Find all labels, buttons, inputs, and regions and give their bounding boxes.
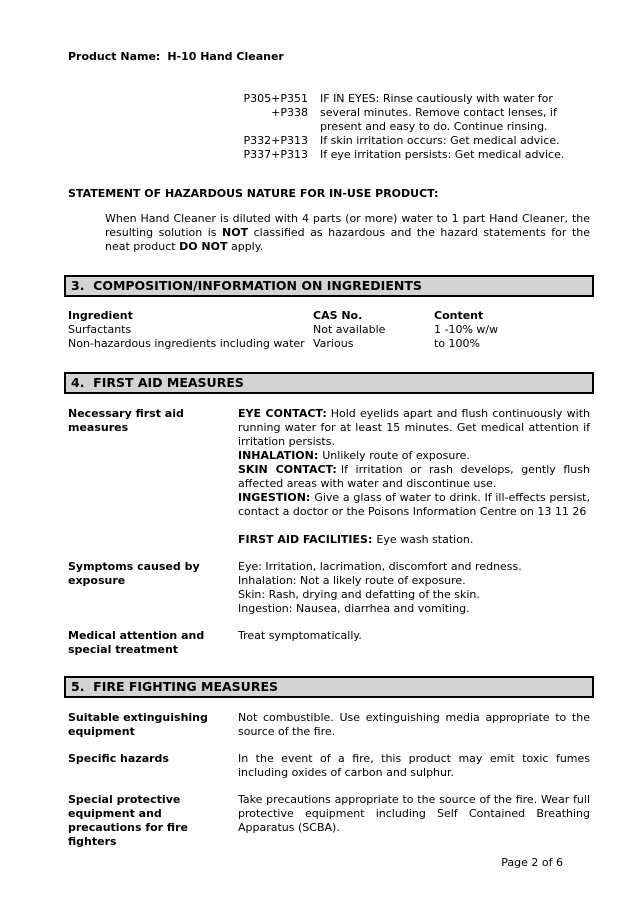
first-aid-facilities-paragraph bbox=[238, 533, 590, 547]
p-statement-text: If skin irritation occurs: Get medical advice. bbox=[320, 134, 560, 147]
fire-paragraph bbox=[238, 752, 590, 780]
paragraph-text: Give a glass of water to drink. If ill-effects persist, contact a doctor or the Poisons Information Centre on 13 11 26 bbox=[238, 491, 590, 518]
cell-cas-no: Various bbox=[313, 337, 354, 350]
symptom-line bbox=[238, 602, 590, 616]
symptom-line bbox=[238, 560, 590, 574]
entry-content bbox=[238, 407, 590, 547]
entry-protective-equipment bbox=[68, 793, 590, 849]
product-name-value: H-10 Hand Cleaner bbox=[167, 50, 284, 63]
p-statement-text: If eye irritation persists: Get medical advice. bbox=[320, 148, 565, 161]
paragraph-lead: SKIN CONTACT: bbox=[238, 463, 337, 476]
paragraph-text: In the event of a fire, this product may emit toxic fumes including oxides of carbon and sulphur. bbox=[238, 752, 590, 779]
p-code: P337+P313 bbox=[243, 148, 308, 161]
entry-label: Suitable extinguishing equipment bbox=[68, 711, 208, 738]
symptom-line bbox=[238, 574, 590, 588]
entry-label: Medical attention and special treatment bbox=[68, 629, 205, 656]
paragraph-lead: INHALATION: bbox=[238, 449, 319, 462]
paragraph-text: Unlikely route of exposure. bbox=[322, 449, 470, 462]
first-aid-paragraph bbox=[238, 449, 590, 463]
entry-content bbox=[238, 560, 590, 616]
composition-table bbox=[68, 309, 590, 351]
entry-label: Special protective equipment and precautions for fire fighters bbox=[68, 793, 188, 848]
entry-content bbox=[238, 711, 590, 739]
first-aid-entries bbox=[68, 407, 590, 657]
p-statement-text: IF IN EYES: Rinse cautiously with water for several minutes. Remove contact lenses, if present and easy to do. Continue rinsing. bbox=[320, 92, 557, 133]
fire-paragraph bbox=[238, 711, 590, 739]
entry-symptoms bbox=[68, 560, 590, 616]
first-aid-paragraph bbox=[238, 407, 590, 449]
fire-fighting-entries bbox=[68, 711, 590, 849]
cell-content: 1 -10% w/w bbox=[434, 323, 499, 336]
table-row bbox=[68, 323, 590, 337]
paragraph-text: Eye wash station. bbox=[376, 533, 474, 546]
product-name-label: Product Name: bbox=[68, 50, 161, 63]
entry-medical-attention bbox=[68, 629, 590, 657]
section-4-header-bar: 4. FIRST AID MEASURES bbox=[64, 372, 594, 394]
paragraph-lead: INGESTION: bbox=[238, 491, 311, 504]
entry-specific-hazards bbox=[68, 752, 590, 780]
precautionary-statements-block bbox=[68, 92, 590, 162]
paragraph-text: Skin: Rash, drying and defatting of the skin. bbox=[238, 588, 480, 601]
entry-label: Specific hazards bbox=[68, 752, 169, 765]
section-3-header-bar: 3. COMPOSITION/INFORMATION ON INGREDIENTS bbox=[64, 275, 594, 297]
entry-content bbox=[238, 752, 590, 780]
medical-attention-text bbox=[238, 629, 590, 643]
composition-table-header-row bbox=[68, 309, 590, 323]
paragraph-text: Not combustible. Use extinguishing media appropriate to the source of the fire. bbox=[238, 711, 590, 738]
precautionary-statement-row bbox=[68, 148, 590, 162]
entry-extinguishing-equipment bbox=[68, 711, 590, 739]
entry-content bbox=[238, 629, 590, 657]
paragraph-text: Hold eyelids apart and flush continuously with running water for at least 15 minutes. Get medical attention if irritation persists. bbox=[238, 407, 590, 448]
column-header-ingredient: Ingredient bbox=[68, 309, 133, 322]
entry-content bbox=[238, 793, 590, 849]
table-row bbox=[68, 337, 590, 351]
paragraph-text: Inhalation: Not a likely route of exposure. bbox=[238, 574, 466, 587]
entry-label: Necessary first aid measures bbox=[68, 407, 184, 434]
cell-cas-no: Not available bbox=[313, 323, 386, 336]
column-header-content: Content bbox=[434, 309, 484, 322]
p-code: P332+P313 bbox=[243, 134, 308, 147]
first-aid-paragraph bbox=[238, 491, 590, 519]
column-header-cas-no: CAS No. bbox=[313, 309, 363, 322]
paragraph-text: Eye: Irritation, lacrimation, discomfort and redness. bbox=[238, 560, 522, 573]
paragraph-lead: FIRST AID FACILITIES: bbox=[238, 533, 373, 546]
symptom-line bbox=[238, 588, 590, 602]
cell-ingredient: Non-hazardous ingredients including water bbox=[68, 337, 305, 350]
paragraph-text: If irritation or rash develops, gently flush affected areas with water and discontinue use. bbox=[238, 463, 590, 490]
fire-paragraph bbox=[238, 793, 590, 835]
paragraph-text: Ingestion: Nausea, diarrhea and vomiting. bbox=[238, 602, 470, 615]
cell-ingredient: Surfactants bbox=[68, 323, 132, 336]
cell-content: to 100% bbox=[434, 337, 480, 350]
precautionary-statement-row bbox=[68, 134, 590, 148]
paragraph-lead: EYE CONTACT: bbox=[238, 407, 327, 420]
p-code: P305+P351 +P338 bbox=[243, 92, 308, 119]
hazard-statement-paragraph: When Hand Cleaner is diluted with 4 parts (or more) water to 1 part Hand Cleaner, the resulting solution is NOT classified as hazardous and the hazard statements for the neat product DO NOT apply. bbox=[105, 212, 590, 253]
paragraph-text: Treat symptomatically. bbox=[238, 629, 362, 642]
precautionary-statement-row bbox=[68, 92, 590, 134]
entry-necessary-first-aid bbox=[68, 407, 590, 547]
page-number: Page 2 of 6 bbox=[501, 856, 563, 869]
first-aid-paragraph bbox=[238, 463, 590, 491]
entry-label: Symptoms caused by exposure bbox=[68, 560, 200, 587]
product-name-line bbox=[68, 50, 590, 64]
paragraph-text: Take precautions appropriate to the source of the fire. Wear full protective equipment including Self Contained Breathing Apparatus (SCBA). bbox=[238, 793, 590, 834]
section-5-header-bar: 5. FIRE FIGHTING MEASURES bbox=[64, 676, 594, 698]
hazard-statement-heading: STATEMENT OF HAZARDOUS NATURE FOR IN-USE PRODUCT: bbox=[68, 187, 439, 200]
